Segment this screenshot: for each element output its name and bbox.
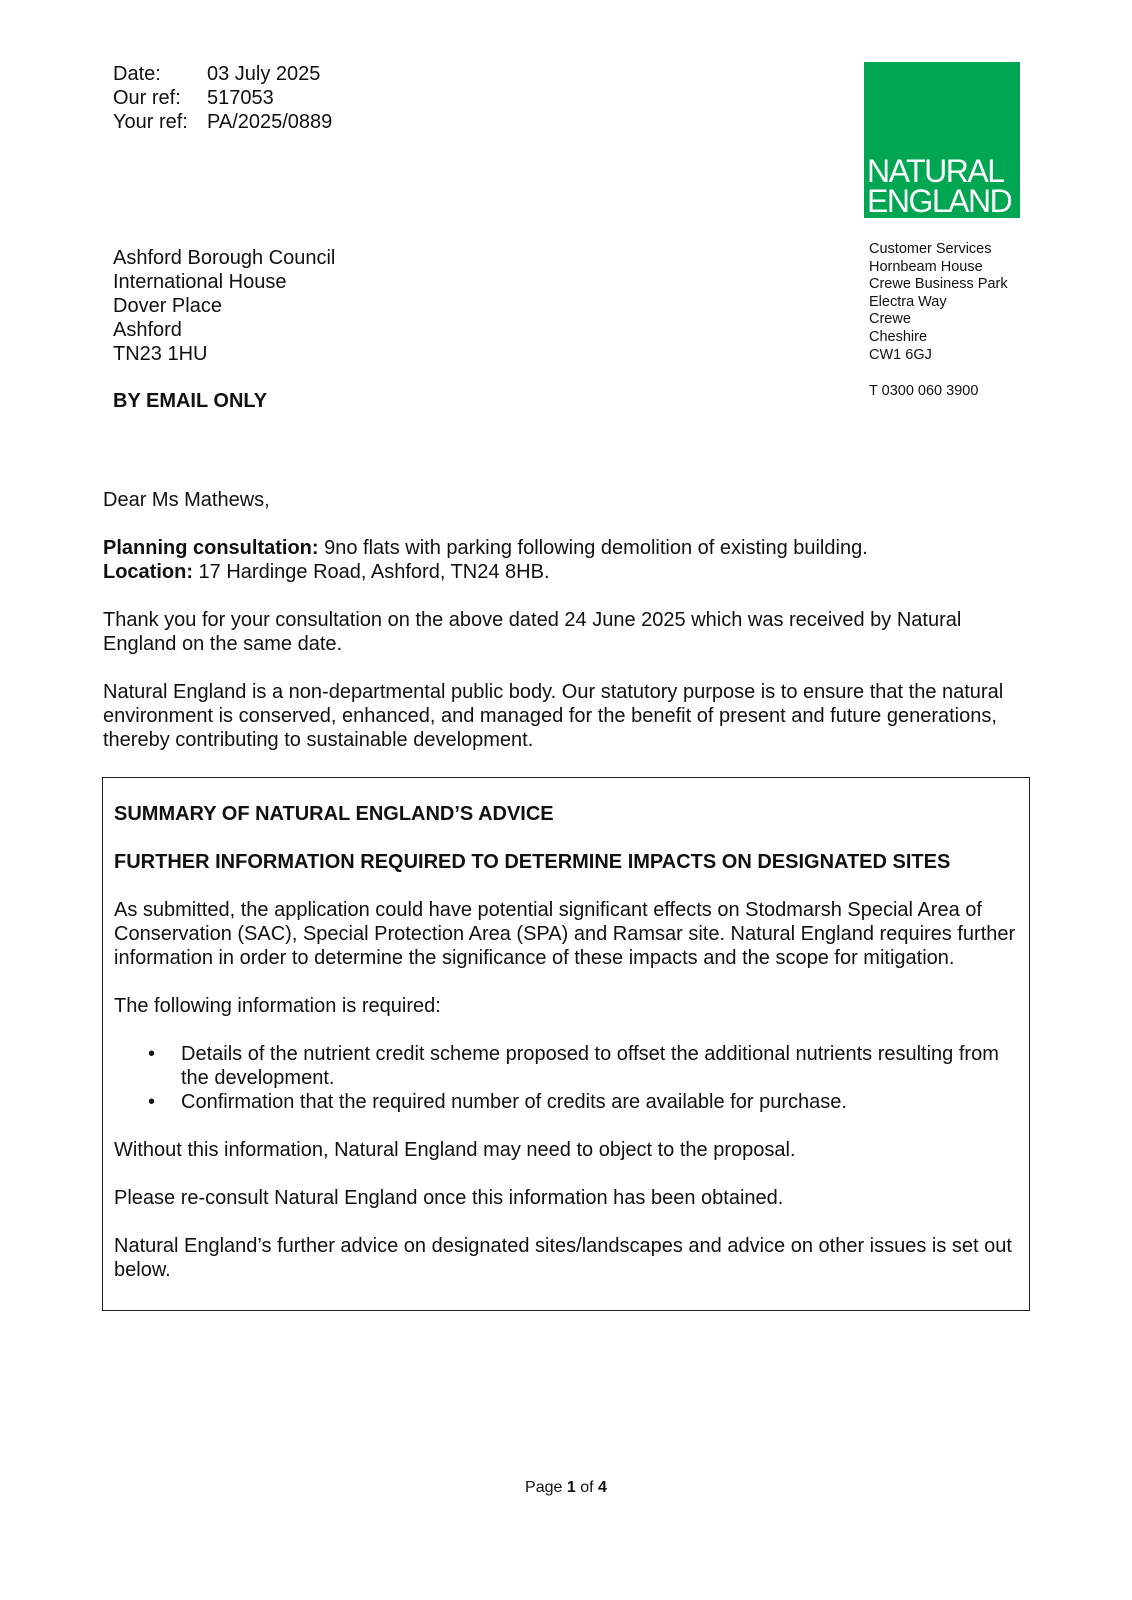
recipient-line: Ashford Borough Council	[113, 247, 336, 269]
summary-title: SUMMARY OF NATURAL ENGLAND’S ADVICE	[114, 803, 554, 825]
recipient-line: Dover Place	[113, 295, 222, 317]
page-total: 4	[598, 1479, 607, 1496]
recipient-line: TN23 1HU	[113, 343, 208, 365]
summary-box	[102, 777, 1030, 1311]
recipient-line: Ashford	[113, 319, 182, 341]
consultation-label: Planning consultation:	[103, 537, 319, 559]
sender-line: Electra Way	[869, 293, 947, 310]
sender-line: Crewe	[869, 311, 911, 328]
sender-line: CW1 6GJ	[869, 346, 932, 363]
sender-phone: T 0300 060 3900	[869, 383, 979, 399]
date-value: 03 July 2025	[207, 63, 321, 85]
page-word: Page	[525, 1479, 563, 1496]
bullet-icon: •	[148, 1091, 156, 1113]
summary-warning: Without this information, Natural England may need to object to the proposal.	[114, 1139, 796, 1161]
page-of: of	[580, 1479, 594, 1496]
page-footer	[0, 1479, 1132, 1497]
your-ref-row	[113, 110, 332, 134]
page-current: 1	[566, 1479, 576, 1496]
summary-subtitle: FURTHER INFORMATION REQUIRED TO DETERMINE IMPACTS ON DESIGNATED SITES	[114, 851, 951, 873]
reference-block	[113, 62, 332, 134]
logo-line-2: ENGLAND	[867, 183, 1012, 219]
your-ref-value: PA/2025/0889	[207, 111, 333, 133]
sender-address	[869, 241, 1008, 364]
consultation-line	[103, 536, 1023, 560]
summary-required-lead: The following information is required:	[114, 995, 441, 1017]
salutation: Dear Ms Mathews,	[103, 489, 270, 511]
location-line	[103, 560, 1023, 584]
our-ref-row	[113, 86, 332, 110]
consultation-text: 9no flats with parking following demolition of existing building.	[318, 537, 868, 559]
list-item-text: Details of the nutrient credit scheme proposed to offset the additional nutrients resulting from the development.	[181, 1043, 999, 1089]
thanks-paragraph: Thank you for your consultation on the above dated 24 June 2025 which was received by Natural England on the same date.	[103, 609, 962, 655]
sender-line: Cheshire	[869, 328, 928, 345]
date-label: Date:	[113, 63, 161, 85]
recipient-line: International House	[113, 271, 287, 293]
our-ref-label: Our ref:	[113, 87, 181, 109]
list-item	[148, 1042, 1020, 1090]
your-ref-label: Your ref:	[113, 111, 188, 133]
summary-reconsult: Please re-consult Natural England once this information has been obtained.	[114, 1187, 784, 1209]
location-label: Location:	[103, 561, 193, 583]
sender-line: Crewe Business Park	[869, 276, 1008, 293]
consultation-details	[103, 536, 1023, 584]
purpose-paragraph: Natural England is a non-departmental public body. Our statutory purpose is to ensure that the natural environment is conserved, enhanced, and managed for the benefit of present and future generations, thereby contributing to sustainable development.	[103, 681, 1004, 751]
natural-england-logo	[864, 62, 1020, 218]
location-text: 17 Hardinge Road, Ashford, TN24 8HB.	[193, 561, 550, 583]
logo-text	[867, 153, 1012, 219]
logo-line-1: NATURAL	[867, 153, 1004, 189]
sender-line: Customer Services	[869, 241, 992, 257]
date-row	[113, 62, 332, 86]
summary-content	[114, 802, 1020, 1282]
our-ref-value: 517053	[207, 87, 274, 109]
required-info-list	[114, 1042, 1020, 1114]
sender-line: Hornbeam House	[869, 258, 983, 275]
list-item	[148, 1090, 1020, 1114]
bullet-icon: •	[148, 1043, 156, 1065]
summary-further: Natural England’s further advice on designated sites/landscapes and advice on other issues is set out below.	[114, 1235, 1012, 1281]
summary-intro: As submitted, the application could have potential significant effects on Stodmarsh Special Area of Conservation (SAC), Special Protection Area (SPA) and Ramsar site. Natural England requires further information in order to determine the significance of these impacts and the scope for mitigation.	[114, 899, 1016, 969]
list-item-text: Confirmation that the required number of credits are available for purchase.	[181, 1091, 847, 1113]
delivery-method: BY EMAIL ONLY	[113, 390, 268, 412]
recipient-address	[113, 246, 335, 366]
